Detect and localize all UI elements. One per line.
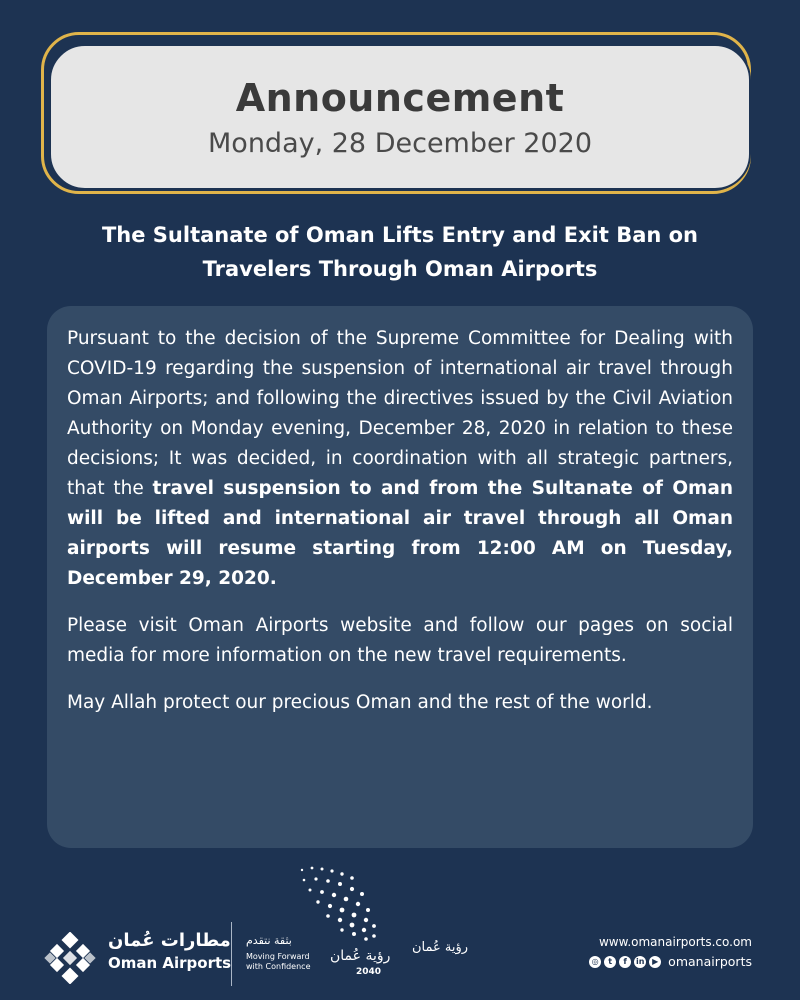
paragraph-main-bold: travel suspension to and from the Sultanate of Oman will be lifted and international air travel through all Oman airports will resume starting from 12:00 AM on Tuesday, December 29, 2020. — [67, 478, 733, 589]
vision-year: 2040 — [356, 967, 382, 977]
paragraph-main-regular: Pursuant to the decision of the Supreme Committee for Dealing with COVID-19 regarding the suspension of international air travel through Oman Airports; and following the directives issued by the Civil Aviation Authority on Monday evening, December 28, 2020 in relation to these decisions; It was decided, in coordination with all strategic partners, that the — [67, 328, 733, 499]
header-card — [49, 44, 751, 190]
headline — [40, 218, 760, 286]
headline-line-2: Travelers Through Oman Airports — [202, 257, 598, 281]
facebook-icon[interactable]: f — [619, 956, 631, 968]
footer-divider — [231, 922, 232, 986]
page-title: Announcement — [235, 76, 565, 120]
logo-arabic-text: مطارات عُمان — [108, 930, 231, 951]
headline-line-1: The Sultanate of Oman Lifts Entry and Exit Ban on — [101, 223, 699, 247]
motto-english: Moving Forward with Confidence — [246, 952, 311, 971]
footer — [0, 860, 800, 1000]
instagram-icon[interactable]: ◎ — [589, 956, 601, 968]
vision-arabic-mark: رؤية عُمان — [330, 948, 391, 964]
website-link[interactable]: www.omanairports.co.om — [598, 935, 752, 949]
oman-vision-2040-logo-icon — [282, 862, 416, 982]
paragraph-closing: May Allah protect our precious Oman and the rest of the world. — [67, 692, 653, 713]
announcement-date: Monday, 28 December 2020 — [208, 128, 592, 159]
vision-arabic-label: رؤية عُمان — [412, 940, 469, 955]
body-card — [47, 306, 753, 848]
social-row — [589, 954, 752, 969]
youtube-icon[interactable]: ▶ — [649, 956, 661, 968]
motto-arabic: بثقة نتقدم — [246, 934, 292, 947]
paragraph-main — [67, 324, 733, 594]
twitter-icon[interactable]: t — [604, 956, 616, 968]
oman-airports-logo-icon — [44, 932, 96, 984]
logo-english-text: Oman Airports — [108, 954, 232, 972]
paragraph-website: Please visit Oman Airports website and follow our pages on social media for more information on the new travel requirements. — [67, 615, 733, 666]
social-handle[interactable]: omanairports — [668, 954, 752, 969]
linkedin-icon[interactable]: in — [635, 956, 645, 966]
